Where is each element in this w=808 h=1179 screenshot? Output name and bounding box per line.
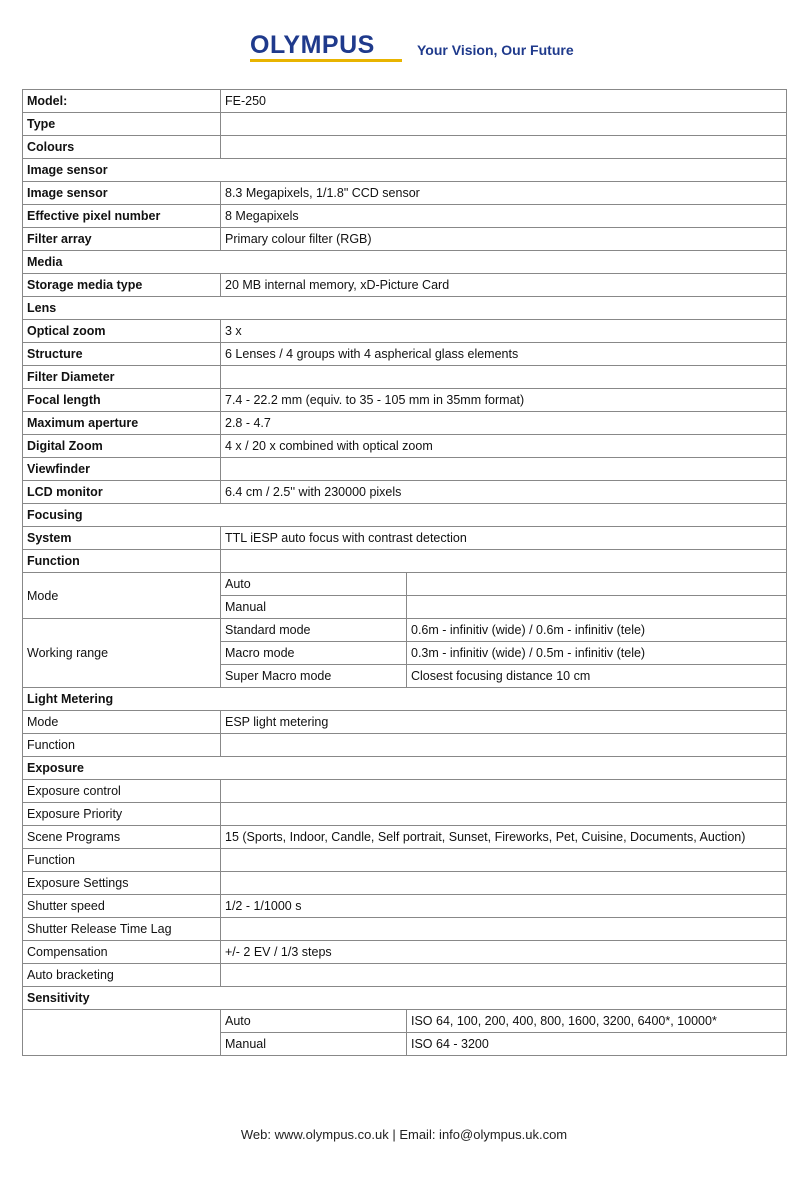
spec-label: Colours bbox=[23, 136, 221, 159]
olympus-logo: OLYMPUS bbox=[250, 31, 375, 59]
spec-sub-value: 0.6m - infinitiv (wide) / 0.6m - infinitiv (tele) bbox=[407, 619, 787, 642]
spec-sub-label: Super Macro mode bbox=[221, 665, 407, 688]
spec-subrow bbox=[23, 573, 787, 596]
spec-table-body bbox=[23, 90, 787, 1056]
spec-value bbox=[221, 550, 787, 573]
spec-sub-value: Closest focusing distance 10 cm bbox=[407, 665, 787, 688]
spec-value: +/- 2 EV / 1/3 steps bbox=[221, 941, 787, 964]
section-heading: Exposure bbox=[23, 757, 787, 780]
spec-label: Shutter speed bbox=[23, 895, 221, 918]
spec-row bbox=[23, 389, 787, 412]
spec-value: TTL iESP auto focus with contrast detection bbox=[221, 527, 787, 550]
spec-value: 4 x / 20 x combined with optical zoom bbox=[221, 435, 787, 458]
spec-label: Compensation bbox=[23, 941, 221, 964]
spec-value: 6 Lenses / 4 groups with 4 aspherical glass elements bbox=[221, 343, 787, 366]
spec-label: LCD monitor bbox=[23, 481, 221, 504]
spec-value: 20 MB internal memory, xD-Picture Card bbox=[221, 274, 787, 297]
spec-value: 3 x bbox=[221, 320, 787, 343]
spec-row bbox=[23, 527, 787, 550]
spec-row bbox=[23, 458, 787, 481]
spec-row bbox=[23, 964, 787, 987]
page-header bbox=[0, 0, 808, 80]
spec-label: Function bbox=[23, 734, 221, 757]
spec-label: Scene Programs bbox=[23, 826, 221, 849]
spec-value: 7.4 - 22.2 mm (equiv. to 35 - 105 mm in 35mm format) bbox=[221, 389, 787, 412]
spec-value: 15 (Sports, Indoor, Candle, Self portrait, Sunset, Fireworks, Pet, Cuisine, Documents, Auction) bbox=[221, 826, 787, 849]
spec-value bbox=[221, 964, 787, 987]
spec-sub-label: Standard mode bbox=[221, 619, 407, 642]
section-row bbox=[23, 251, 787, 274]
spec-row bbox=[23, 435, 787, 458]
spec-label: Image sensor bbox=[23, 182, 221, 205]
spec-row bbox=[23, 412, 787, 435]
spec-value: 1/2 - 1/1000 s bbox=[221, 895, 787, 918]
spec-sub-label: Auto bbox=[221, 573, 407, 596]
spec-row bbox=[23, 711, 787, 734]
section-row bbox=[23, 757, 787, 780]
footer-contact: Web: www.olympus.co.uk | Email: info@olympus.uk.com bbox=[240, 1127, 568, 1142]
spec-row bbox=[23, 803, 787, 826]
spec-label: Effective pixel number bbox=[23, 205, 221, 228]
spec-label: Digital Zoom bbox=[23, 435, 221, 458]
spec-row bbox=[23, 320, 787, 343]
spec-value bbox=[221, 780, 787, 803]
spec-value bbox=[221, 113, 787, 136]
spec-row bbox=[23, 90, 787, 113]
section-row bbox=[23, 159, 787, 182]
spec-label: Model: bbox=[23, 90, 221, 113]
spec-row bbox=[23, 872, 787, 895]
spec-row bbox=[23, 849, 787, 872]
spec-group-label: Mode bbox=[23, 573, 221, 619]
brand-tagline: Your Vision, Our Future bbox=[417, 42, 574, 58]
spec-value: 6.4 cm / 2.5'' with 230000 pixels bbox=[221, 481, 787, 504]
section-heading: Focusing bbox=[23, 504, 787, 527]
section-row bbox=[23, 504, 787, 527]
spec-subrow bbox=[23, 1010, 787, 1033]
spec-sub-value bbox=[407, 573, 787, 596]
spec-sub-label: Macro mode bbox=[221, 642, 407, 665]
spec-sub-value: ISO 64 - 3200 bbox=[407, 1033, 787, 1056]
spec-value bbox=[221, 136, 787, 159]
section-heading: Light Metering bbox=[23, 688, 787, 711]
spec-value bbox=[221, 458, 787, 481]
section-heading: Image sensor bbox=[23, 159, 787, 182]
spec-label: Exposure control bbox=[23, 780, 221, 803]
section-row bbox=[23, 688, 787, 711]
spec-row bbox=[23, 550, 787, 573]
spec-label: Function bbox=[23, 550, 221, 573]
spec-label: Exposure Priority bbox=[23, 803, 221, 826]
section-heading: Media bbox=[23, 251, 787, 274]
spec-subrow bbox=[23, 619, 787, 642]
spec-sub-label: Auto bbox=[221, 1010, 407, 1033]
spec-row bbox=[23, 826, 787, 849]
spec-row bbox=[23, 918, 787, 941]
spec-sub-value: 0.3m - infinitiv (wide) / 0.5m - infinitiv (tele) bbox=[407, 642, 787, 665]
section-heading: Sensitivity bbox=[23, 987, 787, 1010]
spec-label: Filter Diameter bbox=[23, 366, 221, 389]
spec-row bbox=[23, 734, 787, 757]
spec-label: Function bbox=[23, 849, 221, 872]
spec-sub-label: Manual bbox=[221, 596, 407, 619]
spec-label: Filter array bbox=[23, 228, 221, 251]
spec-label: Storage media type bbox=[23, 274, 221, 297]
spec-value: FE-250 bbox=[221, 90, 787, 113]
spec-row bbox=[23, 895, 787, 918]
spec-value bbox=[221, 918, 787, 941]
spec-row bbox=[23, 274, 787, 297]
spec-row bbox=[23, 366, 787, 389]
spec-value bbox=[221, 366, 787, 389]
spec-value bbox=[221, 872, 787, 895]
spec-label: Optical zoom bbox=[23, 320, 221, 343]
spec-sub-value bbox=[407, 596, 787, 619]
spec-row bbox=[23, 228, 787, 251]
spec-label: Auto bracketing bbox=[23, 964, 221, 987]
spec-label: Shutter Release Time Lag bbox=[23, 918, 221, 941]
section-row bbox=[23, 297, 787, 320]
spec-row bbox=[23, 343, 787, 366]
spec-value bbox=[221, 803, 787, 826]
spec-label: Focal length bbox=[23, 389, 221, 412]
spec-row bbox=[23, 780, 787, 803]
spec-label: Exposure Settings bbox=[23, 872, 221, 895]
section-heading: Lens bbox=[23, 297, 787, 320]
spec-value bbox=[221, 734, 787, 757]
spec-label: Viewfinder bbox=[23, 458, 221, 481]
spec-row bbox=[23, 481, 787, 504]
spec-value: 2.8 - 4.7 bbox=[221, 412, 787, 435]
spec-row bbox=[23, 113, 787, 136]
spec-value: ESP light metering bbox=[221, 711, 787, 734]
spec-table bbox=[22, 89, 787, 1056]
spec-value bbox=[221, 849, 787, 872]
spec-sub-label: Manual bbox=[221, 1033, 407, 1056]
spec-group-label bbox=[23, 1010, 221, 1056]
spec-value: 8 Megapixels bbox=[221, 205, 787, 228]
spec-row bbox=[23, 941, 787, 964]
spec-row bbox=[23, 205, 787, 228]
spec-row bbox=[23, 182, 787, 205]
spec-label: Mode bbox=[23, 711, 221, 734]
section-row bbox=[23, 987, 787, 1010]
logo-underline bbox=[250, 59, 402, 62]
spec-row bbox=[23, 136, 787, 159]
spec-label: Maximum aperture bbox=[23, 412, 221, 435]
spec-label: System bbox=[23, 527, 221, 550]
spec-label: Type bbox=[23, 113, 221, 136]
spec-value: Primary colour filter (RGB) bbox=[221, 228, 787, 251]
spec-value: 8.3 Megapixels, 1/1.8" CCD sensor bbox=[221, 182, 787, 205]
spec-label: Structure bbox=[23, 343, 221, 366]
spec-group-label: Working range bbox=[23, 619, 221, 688]
spec-sub-value: ISO 64, 100, 200, 400, 800, 1600, 3200, 6400*, 10000* bbox=[407, 1010, 787, 1033]
